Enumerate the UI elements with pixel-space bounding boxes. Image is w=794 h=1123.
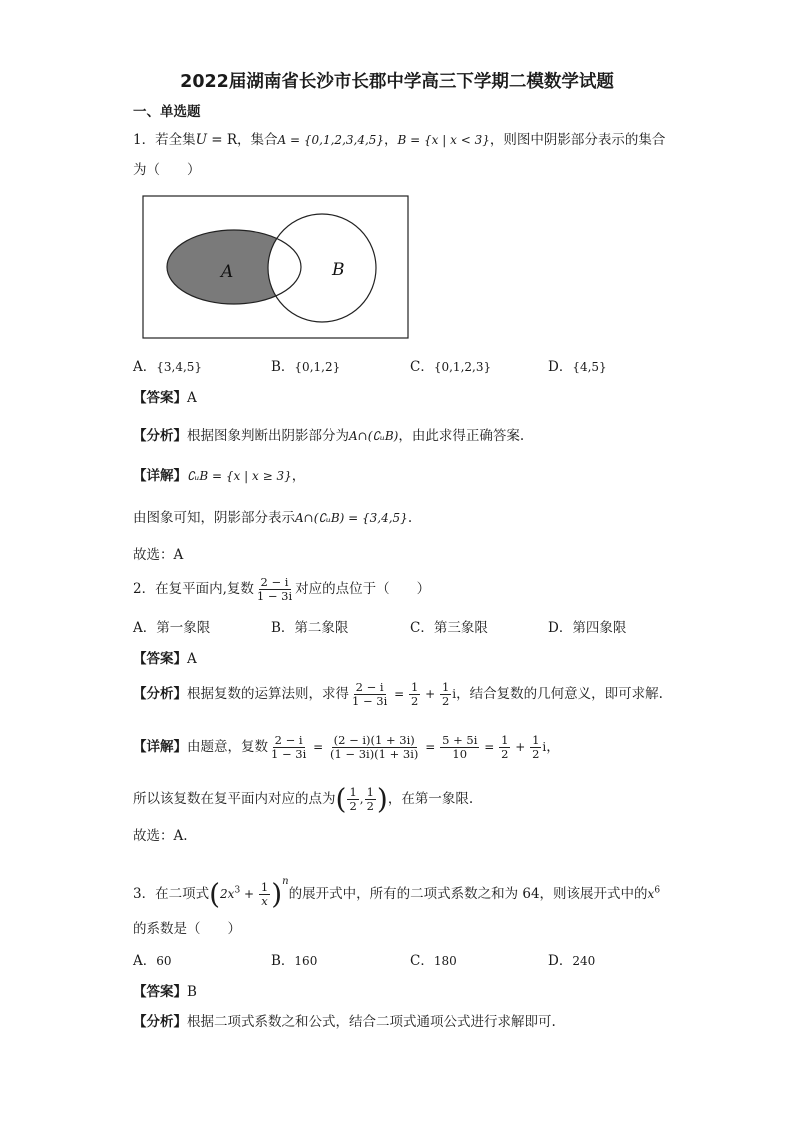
- venn-label-b: B: [332, 260, 345, 280]
- q2-option-b: B．第二象限: [271, 620, 349, 636]
- q1-analysis: 【分析】根据图象判断出阴影部分为A∩(∁ᵤB)，由此求得正确答案.: [133, 428, 525, 444]
- q2-option-a: A．第一象限: [133, 620, 211, 636]
- section-heading: 一、单选题: [133, 104, 201, 120]
- q1-option-c: C．{0,1,2,3}: [410, 359, 492, 375]
- q1-option-d: D．{4,5}: [548, 359, 607, 375]
- venn-label-a: A: [221, 262, 234, 282]
- question-1-stem: 1．若全集U = R，集合A = {0,1,2,3,4,5}，B = {x | x < 3}，则图中阴影部分表示的集合: [133, 132, 666, 148]
- q2-option-c: C．第三象限: [410, 620, 488, 636]
- q1-detail-line2: 由图象可知，阴影部分表示A∩(∁ᵤB) = {3,4,5}.: [133, 510, 413, 526]
- q1-answer: 【答案】A: [133, 390, 197, 406]
- question-3-stem: 3．在二项式($2x^3$ + $\frac{1}{x}$ )$^n$的展开式中，所有的二项式系数之和为 64，则该展开式中的$x^6$: [133, 876, 661, 911]
- q1-choose: 故选：A: [133, 547, 184, 563]
- page-title: 2022届湖南省长沙市长郡中学高三下学期二模数学试题: [180, 72, 614, 92]
- q2-choose: 故选：A.: [133, 828, 188, 844]
- question-1-stem-cont: 为（ ）: [133, 162, 201, 178]
- q3-answer: 【答案】B: [133, 984, 197, 1000]
- q1-option-b: B．{0,1,2}: [271, 359, 341, 375]
- q3-option-d: D．240: [548, 953, 596, 969]
- q3-analysis: 【分析】根据二项式系数之和公式，结合二项式通项公式进行求解即可.: [133, 1014, 556, 1030]
- question-2-stem: 2．在复平面内,复数 $\frac{2 - i}{1 - 3i}$ 对应的点位于（ ）: [133, 575, 431, 603]
- q3-option-a: A．60: [133, 953, 172, 969]
- q2-detail: 【详解】由题意，复数 $\frac{2 - i}{1 - 3i}$ = $\frac{(2 - i)(1 + 3i)}{(1 - 3i)(1 + 3i)}$ = $\frac{5 + 5i}{10}$ = $\frac{1}{2}$ + $\frac{1}{2}$ i，: [133, 733, 560, 761]
- q2-analysis: 【分析】根据复数的运算法则，求得 $\frac{2 - i}{1 - 3i}$ = $\frac{1}{2}$ + $\frac{1}{2}$ i，结合复数的几何意义，即可求解.: [133, 680, 663, 708]
- q1-detail: 【详解】∁ᵤB = {x | x ≥ 3}，: [133, 468, 306, 484]
- q2-option-d: D．第四象限: [548, 620, 627, 636]
- q3-option-b: B．160: [271, 953, 318, 969]
- question-3-stem-cont: 的系数是（ ）: [133, 921, 241, 937]
- venn-diagram: [142, 195, 410, 340]
- q2-detail-line2: 所以该复数在复平面内对应的点为( $\frac{1}{2}$ , $\frac{1}{2}$ )，在第一象限.: [133, 782, 474, 816]
- q2-answer: 【答案】A: [133, 651, 197, 667]
- q1-option-a: A．{3,4,5}: [133, 359, 203, 375]
- q3-option-c: C．180: [410, 953, 457, 969]
